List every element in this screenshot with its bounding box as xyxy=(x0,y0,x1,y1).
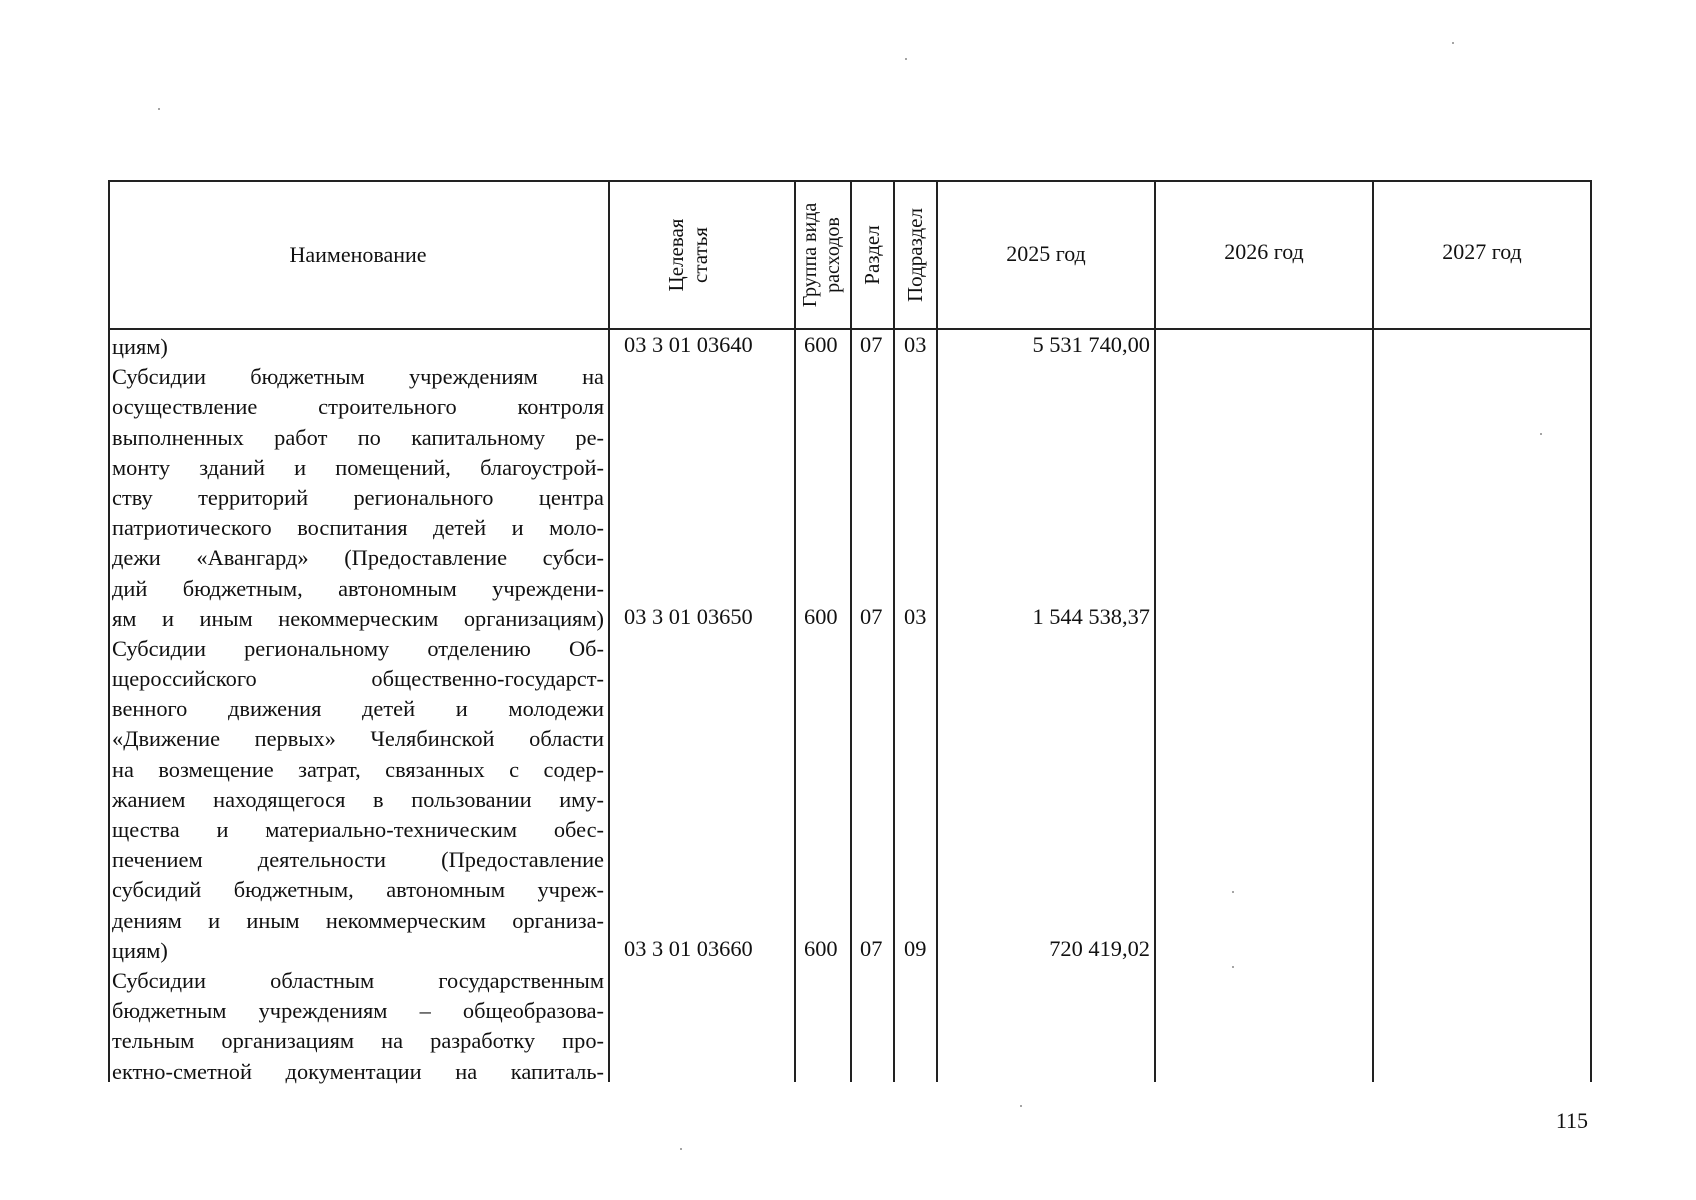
col-divider xyxy=(1372,180,1374,1082)
name-line: дениям и иным некоммерческим организа- xyxy=(112,907,604,933)
name-line: на возмещение затрат, связанных с содер- xyxy=(112,756,604,782)
header-2027: 2027 год xyxy=(1442,239,1522,264)
col-divider xyxy=(794,180,796,1082)
name-line: циям) xyxy=(112,334,168,359)
row3-expense-group: 600 xyxy=(804,936,838,961)
page-number: 115 xyxy=(1555,1108,1588,1133)
header-target-line1: Целевая xyxy=(664,218,688,292)
scan-speck xyxy=(680,1148,682,1150)
col-divider xyxy=(893,180,895,1082)
budget-table xyxy=(108,180,1592,1082)
name-line: «Движение первых» Челябинской области xyxy=(112,726,604,752)
col-divider xyxy=(608,180,610,1082)
name-line: венного движения детей и молодежи xyxy=(112,696,604,722)
row2-2025-amount: 1 544 538,37 xyxy=(1032,604,1150,629)
name-line: субсидий бюджетным, автономным учреж- xyxy=(112,877,604,903)
col-divider xyxy=(1154,180,1156,1082)
name-line: патриотического воспитания детей и моло- xyxy=(112,515,604,541)
name-line: Субсидии региональному отделению Об- xyxy=(112,635,604,661)
name-line: ектно-сметной документации на капиталь- xyxy=(112,1058,604,1084)
name-line: ям и иным некоммерческим организациям) xyxy=(112,605,604,631)
name-line: монту зданий и помещений, благоустрой- xyxy=(112,454,604,480)
name-line: дий бюджетным, автономным учреждени- xyxy=(112,575,604,601)
name-line: щероссийского общественно-государст- xyxy=(112,666,604,692)
name-line: бюджетным учреждениям – общеобразова- xyxy=(112,998,604,1024)
row1-section: 07 xyxy=(860,332,883,357)
table-left-border xyxy=(108,180,110,1082)
name-line: тельным организациям на разработку про- xyxy=(112,1028,604,1054)
row3-target-article: 03 3 01 03660 xyxy=(624,936,753,961)
name-line: осуществление строительного контроля xyxy=(112,394,604,420)
name-line: печением деятельности (Предоставление xyxy=(112,847,604,873)
table-right-border xyxy=(1590,180,1592,1082)
header-target-line2: статья xyxy=(688,227,712,283)
header-2026: 2026 год xyxy=(1224,239,1304,264)
name-line: ству территорий регионального центра xyxy=(112,484,604,510)
header-2025: 2025 год xyxy=(1006,241,1086,266)
row2-target-article: 03 3 01 03650 xyxy=(624,604,753,629)
name-column xyxy=(112,332,604,1087)
row2-subsection: 03 xyxy=(904,604,927,629)
header-group-line1: Группа вида xyxy=(799,202,821,308)
name-line: Субсидии бюджетным учреждениям на xyxy=(112,364,604,390)
header-name: Наименование xyxy=(289,242,427,267)
header-section: Раздел xyxy=(860,225,884,285)
name-line: жанием находящегося в пользовании иму- xyxy=(112,786,604,812)
name-line: выполненных работ по капитальному ре- xyxy=(112,424,604,450)
header-group-line2: расходов xyxy=(822,217,844,293)
scan-speck xyxy=(1452,42,1454,44)
row2-section: 07 xyxy=(860,604,883,629)
row3-section: 07 xyxy=(860,936,883,961)
row1-2025-amount: 5 531 740,00 xyxy=(1032,332,1150,357)
row1-expense-group: 600 xyxy=(804,332,838,357)
row3-2025-amount: 720 419,02 xyxy=(1049,936,1150,961)
scan-speck xyxy=(158,108,160,110)
scan-speck xyxy=(1020,1105,1022,1107)
name-line: Субсидии областным государственным xyxy=(112,967,604,993)
col-divider xyxy=(850,180,852,1082)
name-line: циям) xyxy=(112,937,168,963)
row1-target-article: 03 3 01 03640 xyxy=(624,332,753,357)
row2-expense-group: 600 xyxy=(804,604,838,629)
header-subsection: Подраздел xyxy=(903,208,927,302)
name-line: дежи «Авангард» (Предоставление субси- xyxy=(112,545,604,571)
scan-speck xyxy=(905,58,907,60)
header-expense-group xyxy=(799,183,849,327)
header-target-article xyxy=(664,205,738,305)
name-line: щества и материально-техническим обес- xyxy=(112,817,604,842)
row3-subsection: 09 xyxy=(904,936,927,961)
row1-subsection: 03 xyxy=(904,332,927,357)
